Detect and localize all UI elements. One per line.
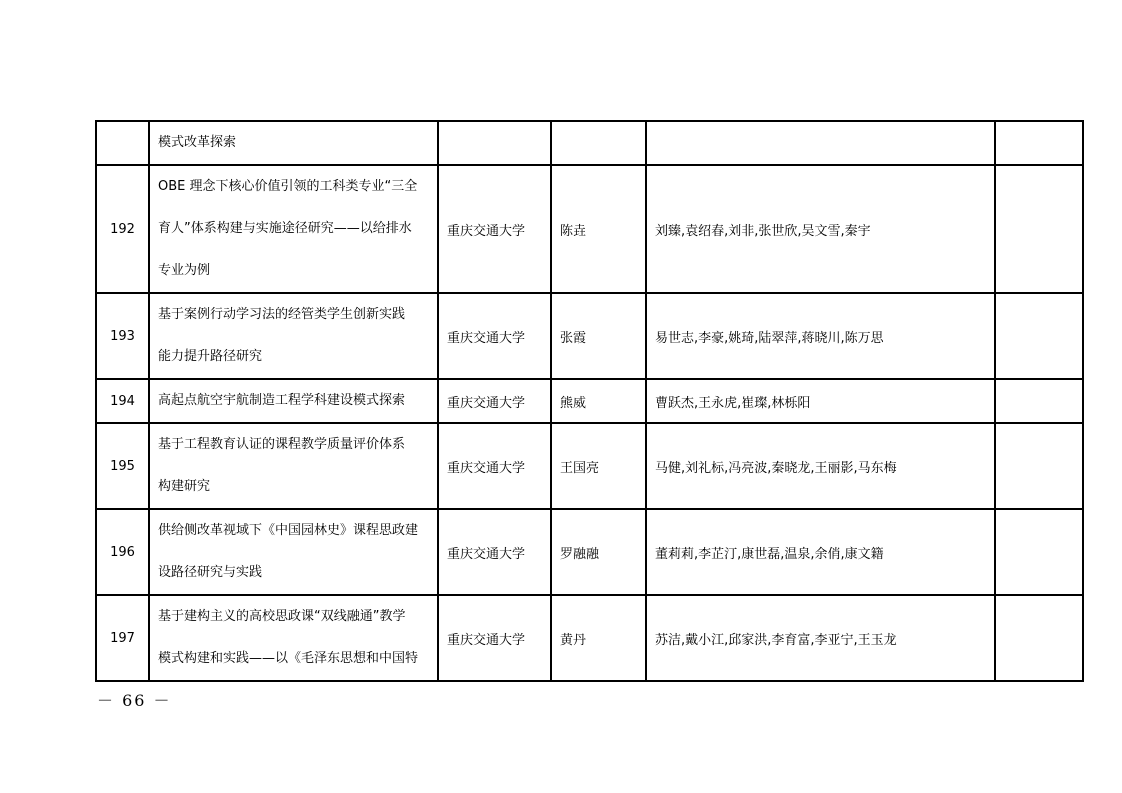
table-row: [96, 509, 1083, 595]
table-row: [96, 293, 1083, 379]
project-title-cell: [149, 293, 438, 379]
note-cell: [995, 379, 1083, 423]
table-row: [96, 595, 1083, 681]
members-cell: 董莉莉,李芷汀,康世磊,温泉,余俏,康文籍: [646, 509, 995, 595]
title-line: 基于案例行动学习法的经管类学生创新实践: [158, 307, 406, 322]
project-title-cell: [149, 423, 438, 509]
members-cell: 马健,刘礼标,冯亮波,秦晓龙,王丽影,马东梅: [646, 423, 995, 509]
row-number-cell: 196: [96, 509, 149, 595]
title-line: 构建研究: [158, 479, 211, 494]
leader-cell: 熊威: [551, 379, 646, 423]
title-line: 育人”体系构建与实施途径研究——以给排水: [158, 221, 412, 236]
project-title-cell: [149, 121, 438, 165]
row-number-cell: 197: [96, 595, 149, 681]
leader-cell: 张霞: [551, 293, 646, 379]
title-line: 模式改革探索: [158, 135, 237, 150]
table-row: [96, 121, 1083, 165]
unit-cell: 重庆交通大学: [438, 509, 551, 595]
title-line: OBE 理念下核心价值引领的工科类专业“三全: [158, 179, 418, 194]
leader-cell: 罗融融: [551, 509, 646, 595]
title-line: 模式构建和实践——以《毛泽东思想和中国特: [158, 651, 419, 666]
leader-cell: 王国亮: [551, 423, 646, 509]
title-line: 供给侧改革视域下《中国园林史》课程思政建: [158, 523, 419, 538]
note-cell: [995, 121, 1083, 165]
row-number-cell: 195: [96, 423, 149, 509]
note-cell: [995, 293, 1083, 379]
title-line: 设路径研究与实践: [158, 565, 263, 580]
title-line: 高起点航空宇航制造工程学科建设模式探索: [158, 393, 406, 408]
unit-cell: 重庆交通大学: [438, 595, 551, 681]
row-number-cell: [96, 121, 149, 165]
unit-cell: 重庆交通大学: [438, 165, 551, 293]
row-number-cell: 193: [96, 293, 149, 379]
table-row: [96, 379, 1083, 423]
title-line: 基于工程教育认证的课程教学质量评价体系: [158, 437, 406, 452]
row-number-cell: 194: [96, 379, 149, 423]
project-title-cell: [149, 509, 438, 595]
unit-cell: 重庆交通大学: [438, 423, 551, 509]
note-cell: [995, 423, 1083, 509]
members-cell: [646, 121, 995, 165]
project-title-cell: [149, 595, 438, 681]
note-cell: [995, 165, 1083, 293]
unit-cell: 重庆交通大学: [438, 379, 551, 423]
note-cell: [995, 595, 1083, 681]
members-cell: 苏洁,戴小江,邱家洪,李育富,李亚宁,王玉龙: [646, 595, 995, 681]
project-title-cell: [149, 165, 438, 293]
leader-cell: 陈垚: [551, 165, 646, 293]
leader-cell: [551, 121, 646, 165]
title-line: 基于建构主义的高校思政课“双线融通”教学: [158, 609, 406, 624]
members-cell: 易世志,李豪,姚琦,陆翠萍,蒋晓川,陈万思: [646, 293, 995, 379]
unit-cell: 重庆交通大学: [438, 293, 551, 379]
note-cell: [995, 509, 1083, 595]
table-row: [96, 423, 1083, 509]
table-row: [96, 165, 1083, 293]
leader-cell: 黄丹: [551, 595, 646, 681]
members-cell: 刘臻,袁绍春,刘非,张世欣,吴文雪,秦宇: [646, 165, 995, 293]
unit-cell: [438, 121, 551, 165]
row-number-cell: 192: [96, 165, 149, 293]
project-table: [95, 120, 1084, 682]
page-number: － 66 －: [97, 691, 172, 710]
title-line: 专业为例: [158, 263, 211, 278]
project-title-cell: [149, 379, 438, 423]
members-cell: 曹跃杰,王永虎,崔璨,林栎阳: [646, 379, 995, 423]
title-line: 能力提升路径研究: [158, 349, 263, 364]
